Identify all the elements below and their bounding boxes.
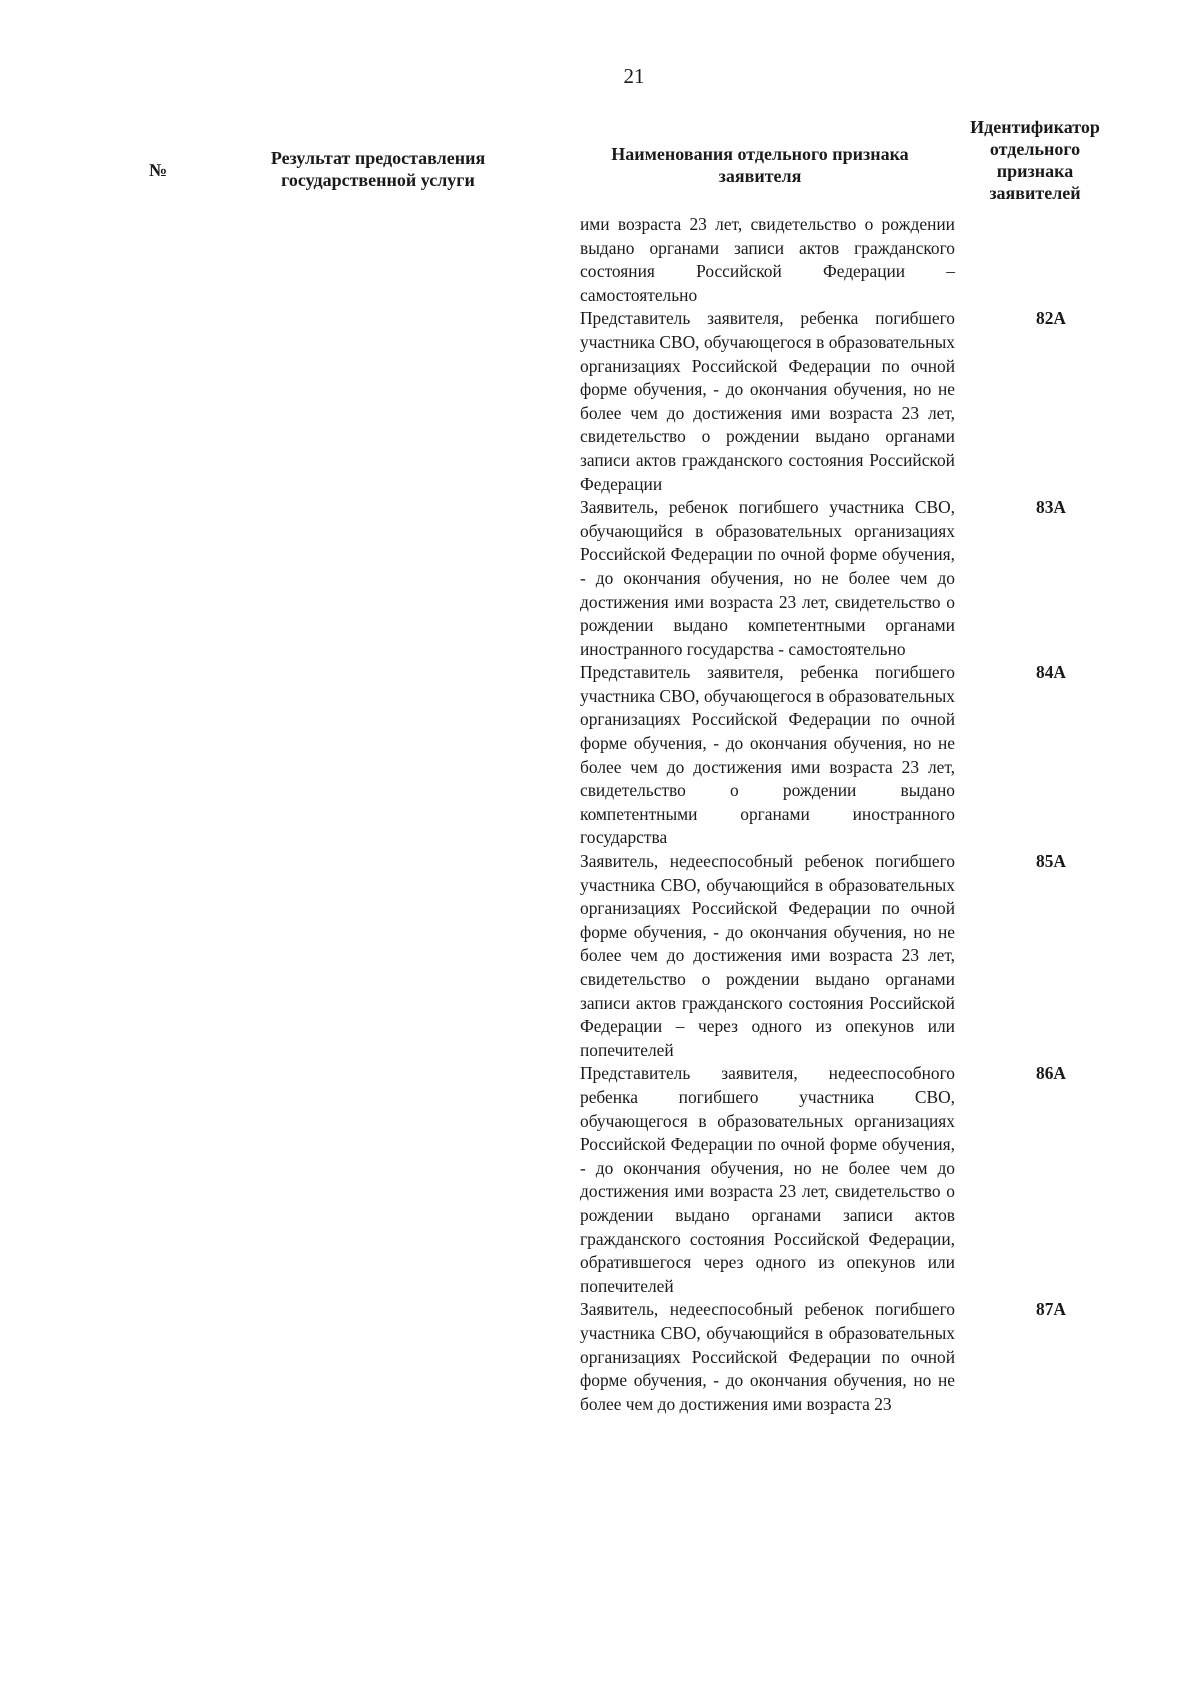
applicant-feature-text: Представитель заявителя, ребенка погибшего участника СВО, обучающегося в образовательных организациях Российской Федерации по очной форме обучения, - до окончания обучения, но не более чем до достижения ими возраста 23 лет, свидетельство о рождении выдано органами записи актов гражданского состояния Российской Федерации — [580, 308, 955, 494]
applicant-feature-text: Представитель заявителя, недееспособного ребенка погибшего участника СВО, обучающегося в образовательных организациях Российской Федерации по очной форме обучения, - до окончания обучения, но не более чем до достижения ими возраста 23 лет, свидетельство о рождении выдано органами записи актов гражданского состояния Российской Федерации, обратившегося через одного из опекунов или попечителей — [580, 1063, 955, 1296]
feature-identifier: 87А — [1036, 1299, 1066, 1320]
column-header-result: Результат предоставления государственной услуги — [270, 148, 486, 190]
feature-identifier: 82А — [1036, 308, 1066, 329]
applicant-feature-text: Заявитель, недееспособный ребенок погибшего участника СВО, обучающийся в образовательных организациях Российской Федерации по очной форме обучения, - до окончания обучения, но не более чем до достижения ими возраста 23 лет, свидетельство о рождении выдано органами записи актов гражданского состояния Российской Федерации – через одного из опекунов или попечителей — [580, 851, 955, 1060]
feature-identifier: 85А — [1036, 851, 1066, 872]
table-row — [0, 1062, 1200, 1298]
table-row — [0, 661, 1200, 850]
applicant-feature-text: ими возраста 23 лет, свидетельство о рождении выдано органами записи актов гражданского состояния Российской Федерации – самостоятельно — [580, 214, 955, 305]
table-body — [0, 213, 1200, 1416]
feature-identifier: 84А — [1036, 662, 1066, 683]
table-row — [0, 850, 1200, 1062]
table-row — [0, 213, 1200, 307]
feature-identifier: 86А — [1036, 1063, 1066, 1084]
column-header-number: № — [148, 160, 168, 180]
applicant-feature-text: Заявитель, недееспособный ребенок погибшего участника СВО, обучающийся в образовательных организациях Российской Федерации по очной форме обучения, - до окончания обучения, но не более чем до достижения ими возраста 23 — [580, 1299, 955, 1414]
table-row — [0, 1298, 1200, 1416]
column-header-applicant-feature: Наименования отдельного признака заявителя — [611, 144, 909, 186]
applicant-feature-text: Заявитель, ребенок погибшего участника СВО, обучающийся в образовательных организациях Российской Федерации по очной форме обучения, - до окончания обучения, но не более чем до достижения ими возраста 23 лет, свидетельство о рождении выдано компетентными органами иностранного государства - самостоятельно — [580, 497, 955, 659]
table-row — [0, 307, 1200, 496]
column-header-identifier: Идентификатор отдельного признака заявителей — [970, 117, 1100, 203]
page-number: 21 — [623, 64, 645, 88]
feature-identifier: 83А — [1036, 497, 1066, 518]
table-row — [0, 496, 1200, 661]
applicant-feature-text: Представитель заявителя, ребенка погибшего участника СВО, обучающегося в образовательных организациях Российской Федерации по очной форме обучения, - до окончания обучения, но не более чем до достижения ими возраста 23 лет, свидетельство о рождении выдано компетентными органами иностранного государства — [580, 662, 955, 848]
